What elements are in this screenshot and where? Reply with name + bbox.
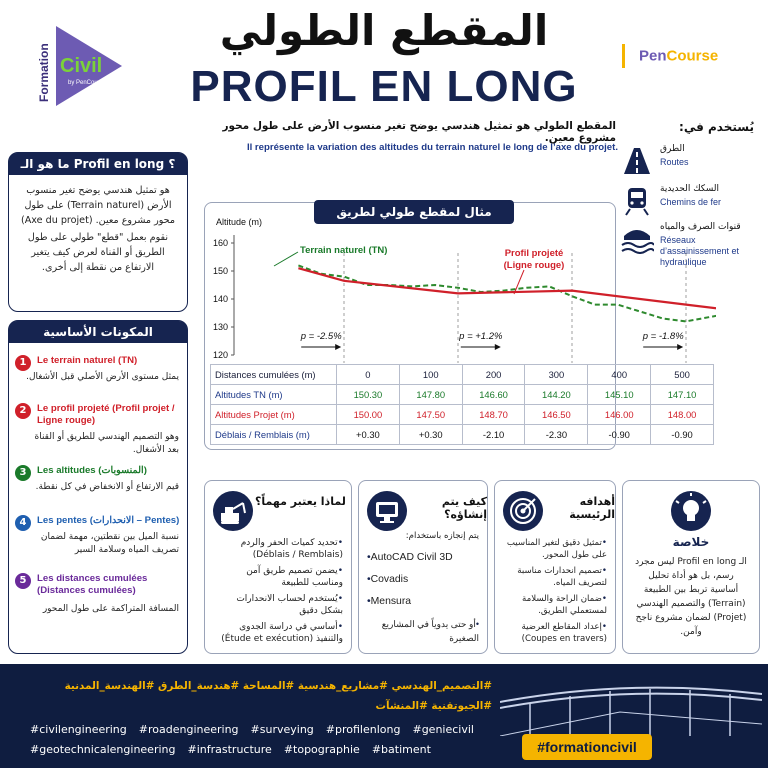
list-item: • أساسي في دراسة الجدوى والتنفيذ (Étude et exécution) <box>213 621 343 645</box>
table-cell: 0 <box>337 365 400 385</box>
component-number: 4 <box>15 515 31 531</box>
intro-french: Il représente la variation des altitudes du terrain naturel le long de l’axe du projet. <box>246 142 618 153</box>
y-tick-label: 160 <box>212 238 228 248</box>
formation-civil-logo <box>34 22 124 108</box>
monitor-icon <box>367 491 407 531</box>
how-card <box>358 480 488 654</box>
lightbulb-icon <box>671 491 711 531</box>
intro-arabic: المقطع الطولي هو تمثيل هندسي يوضح تغير منسوب الأرض على طول محور مشروع معين. <box>222 120 616 144</box>
table-row <box>211 425 714 445</box>
component-title: Les pentes (الانحدارات – Pentes) <box>37 515 180 526</box>
logo-course-text: Course <box>666 47 719 65</box>
table-cell: -0.90 <box>651 425 714 445</box>
table-cell: 146.60 <box>462 385 525 405</box>
pencourse-logo <box>622 44 742 78</box>
hashtag[interactable]: #profilenlong <box>325 723 401 736</box>
table-cell: 300 <box>525 365 588 385</box>
component-desc: المسافة المتراكمة على طول المحور <box>42 604 179 614</box>
component-item <box>15 515 183 569</box>
components-title: المكونات الأساسية <box>9 321 187 343</box>
component-title: Les altitudes (المنسوبات) <box>37 465 147 476</box>
how-subtitle: يتم إنجازه باستخدام: <box>405 531 479 541</box>
use-label-fr: Chemins de fer <box>660 197 722 207</box>
terrain-naturel-line <box>298 265 716 322</box>
list-item: • تمثيل دقيق لتغير المناسيب على طول المحور. <box>503 537 607 561</box>
table-cell: 147.10 <box>651 385 714 405</box>
component-desc: وهو التصميم الهندسي للطريق أو القناة بعد الأشغال. <box>34 432 179 455</box>
table-row-label: Déblais / Remblais (m) <box>211 425 337 445</box>
what-is-box <box>8 152 188 312</box>
component-title: Le profil projeté (Profil projet / Ligne rouge) <box>37 403 175 426</box>
slope-label: p = +1.2% <box>459 331 503 342</box>
component-number: 1 <box>15 355 31 371</box>
summary-card <box>622 480 760 654</box>
table-row-label: Altitudes TN (m) <box>211 385 337 405</box>
summary-text: الـ Profil en long ليس مجرد رسم، بل هو أداة تحليل أساسية تربط بين الطبيعة (Terrain) والتصميم الهندسي (Projet) لضمان مشروع ناجح وآمن. <box>635 557 747 637</box>
formationcivil-hashtag-badge[interactable]: #formationcivil <box>522 734 652 760</box>
slope-arrowhead <box>677 344 683 350</box>
legend-profil-projete-sub: (Ligne rouge) <box>503 260 565 271</box>
goals-title: أهدافه الرئيسية <box>569 495 615 521</box>
list-item: • Covadis <box>367 573 479 587</box>
table-row <box>211 405 714 425</box>
logo-main-text: Civil <box>60 55 103 77</box>
legend-pointer <box>514 270 524 294</box>
list-item: • AutoCAD Civil 3D <box>367 551 479 565</box>
footer <box>0 664 768 768</box>
table-cell: 146.00 <box>588 405 651 425</box>
table-cell: 147.80 <box>399 385 462 405</box>
summary-title: خلاصة <box>672 535 710 549</box>
slope-arrowhead <box>335 344 341 350</box>
slope-label: p = -1.8% <box>642 331 684 342</box>
y-tick-label: 120 <box>212 350 228 360</box>
legend-terrain-naturel: Terrain naturel (TN) <box>300 245 388 256</box>
y-axis-label: Altitude (m) <box>216 217 263 227</box>
target-icon <box>503 491 543 531</box>
hashtag[interactable]: #roadengineering <box>138 723 239 736</box>
legend-pointer <box>274 252 298 266</box>
table-cell: 100 <box>399 365 462 385</box>
what-is-text-2: نقوم بعمل "قطع" طولي على طول الطريق أو القناة لعرض كيف يتغير الارتفاع من نقطة إلى أخرى. <box>27 232 169 273</box>
component-desc: قيم الارتفاع أو الانخفاض في كل نقطة. <box>35 482 179 492</box>
legend-profil-projete: Profil projeté <box>504 248 564 259</box>
hashtag[interactable]: #geniecivil <box>412 723 474 736</box>
bridge-illustration <box>500 672 762 736</box>
use-label-fr: Routes <box>660 157 689 167</box>
use-label-ar: السكك الحديدية <box>660 184 720 194</box>
uses-title: يُستخدم في: <box>679 120 754 134</box>
use-label-ar: الطرق <box>660 144 685 154</box>
logo-by-text: by PenCourse <box>68 80 107 86</box>
list-item: • تحديد كميات الحفر والردم (Déblais / Remblais) <box>213 537 343 561</box>
table-cell: 150.00 <box>337 405 400 425</box>
list-item: • يُستخدم لحساب الانحدارات بشكل دقيق <box>213 593 343 617</box>
table-cell: 400 <box>588 365 651 385</box>
component-desc: يمثل مستوى الأرض الأصلي قبل الأشغال. <box>26 372 179 382</box>
logo-bar <box>622 44 625 68</box>
use-label-fr: Réseaux d’assainissement et hydraulique <box>660 235 740 267</box>
goals-card <box>494 480 616 654</box>
use-label-ar: قنوات الصرف والمياه <box>660 222 741 232</box>
table-row <box>211 365 714 385</box>
table-cell: 146.50 <box>525 405 588 425</box>
list-item: • Mensura <box>367 595 479 609</box>
hashtag[interactable]: #topographie <box>283 743 360 756</box>
why-title: لماذا يعتبر مهماً؟ <box>255 495 346 508</box>
what-is-body <box>9 175 187 283</box>
table-cell: 150.30 <box>337 385 400 405</box>
why-card <box>204 480 352 654</box>
table-cell: 144.20 <box>525 385 588 405</box>
slope-label: p = -2.5% <box>300 331 342 342</box>
hashtag[interactable]: #surveying <box>250 723 314 736</box>
table-cell: 145.10 <box>588 385 651 405</box>
table-cell: 200 <box>462 365 525 385</box>
page-title-french: PROFIL EN LONG <box>190 62 578 111</box>
list-item: • أو حتى يدوياً في المشاريع الصغيرة <box>367 617 479 645</box>
component-number: 2 <box>15 403 31 419</box>
how-title: كيف يتم إنشاؤه؟ <box>441 495 487 521</box>
why-list <box>213 537 343 649</box>
hashtag[interactable]: #civilengineering <box>30 723 127 736</box>
table-cell: 500 <box>651 365 714 385</box>
y-tick-label: 150 <box>212 266 228 276</box>
hashtag[interactable]: #batiment <box>371 743 431 756</box>
component-number: 3 <box>15 465 31 481</box>
logo-pen-text: Pen <box>639 47 667 65</box>
table-cell: -2.10 <box>462 425 525 445</box>
list-item: • يضمن تصميم طريق آمن ومناسب للطبيعة <box>213 565 343 589</box>
chart-title-tab: مثال لمقطع طولي لطريق <box>314 200 514 224</box>
table-row <box>211 385 714 405</box>
profile-data-table <box>210 364 714 445</box>
excavator-icon <box>213 491 253 531</box>
component-item <box>15 403 183 471</box>
y-tick-label: 130 <box>212 322 228 332</box>
goals-list <box>503 537 607 649</box>
table-cell: -0.90 <box>588 425 651 445</box>
list-item: • تصميم انحدارات مناسبة لتصريف المياه. <box>503 565 607 589</box>
hashtags-english <box>30 720 490 760</box>
table-cell: +0.30 <box>337 425 400 445</box>
profil-projete-line <box>298 268 716 318</box>
how-list <box>367 551 479 649</box>
what-is-text-1: هو تمثيل هندسي يوضح تغير منسوب الأرض (Terrain naturel) على طول محور مشروع معين. (Axe du projet) <box>20 185 176 226</box>
table-cell: 147.50 <box>399 405 462 425</box>
hashtags-arabic: #التصميم_الهندسي #مشاريع_هندسية #المساحة #هندسة_الطرق #الهندسة_المدنية #الجيوتقنية #المنشآت <box>64 680 492 712</box>
what-is-title: ما هو الـ Profil en long ؟ <box>9 153 187 175</box>
list-item: • ضمان الراحة والسلامة لمستعملي الطريق. <box>503 593 607 617</box>
table-cell: 148.00 <box>651 405 714 425</box>
component-desc: نسبة الميل بين نقطتين، مهمة لضمان تصريف المياه وسلامة السير <box>40 532 179 555</box>
page-title-arabic: المقطع الطولي <box>219 6 549 55</box>
road-icon <box>620 146 654 176</box>
component-title: Le terrain naturel (TN) <box>37 355 138 366</box>
use-roads <box>620 144 760 184</box>
slope-arrowhead <box>495 344 501 350</box>
list-item: • إعداد المقاطع العرضية (Coupes en travers) <box>503 621 607 645</box>
table-cell: -2.30 <box>525 425 588 445</box>
table-cell: +0.30 <box>399 425 462 445</box>
component-item <box>15 355 183 403</box>
hashtag[interactable]: #geotechnicalengineering <box>30 743 176 756</box>
table-cell: 148.70 <box>462 405 525 425</box>
table-row-label: Altitudes Projet (m) <box>211 405 337 425</box>
profile-chart <box>204 208 716 364</box>
hashtag[interactable]: #infrastructure <box>187 743 272 756</box>
component-number: 5 <box>15 573 31 589</box>
components-box <box>8 320 188 654</box>
component-item <box>15 465 183 513</box>
component-item <box>15 573 183 643</box>
y-tick-label: 140 <box>212 294 228 304</box>
logo-side-text: Formation <box>37 43 51 102</box>
table-header-label: Distances cumulées (m) <box>211 365 337 385</box>
component-title: Les distances cumulées (Distances cumulées) <box>37 573 148 596</box>
